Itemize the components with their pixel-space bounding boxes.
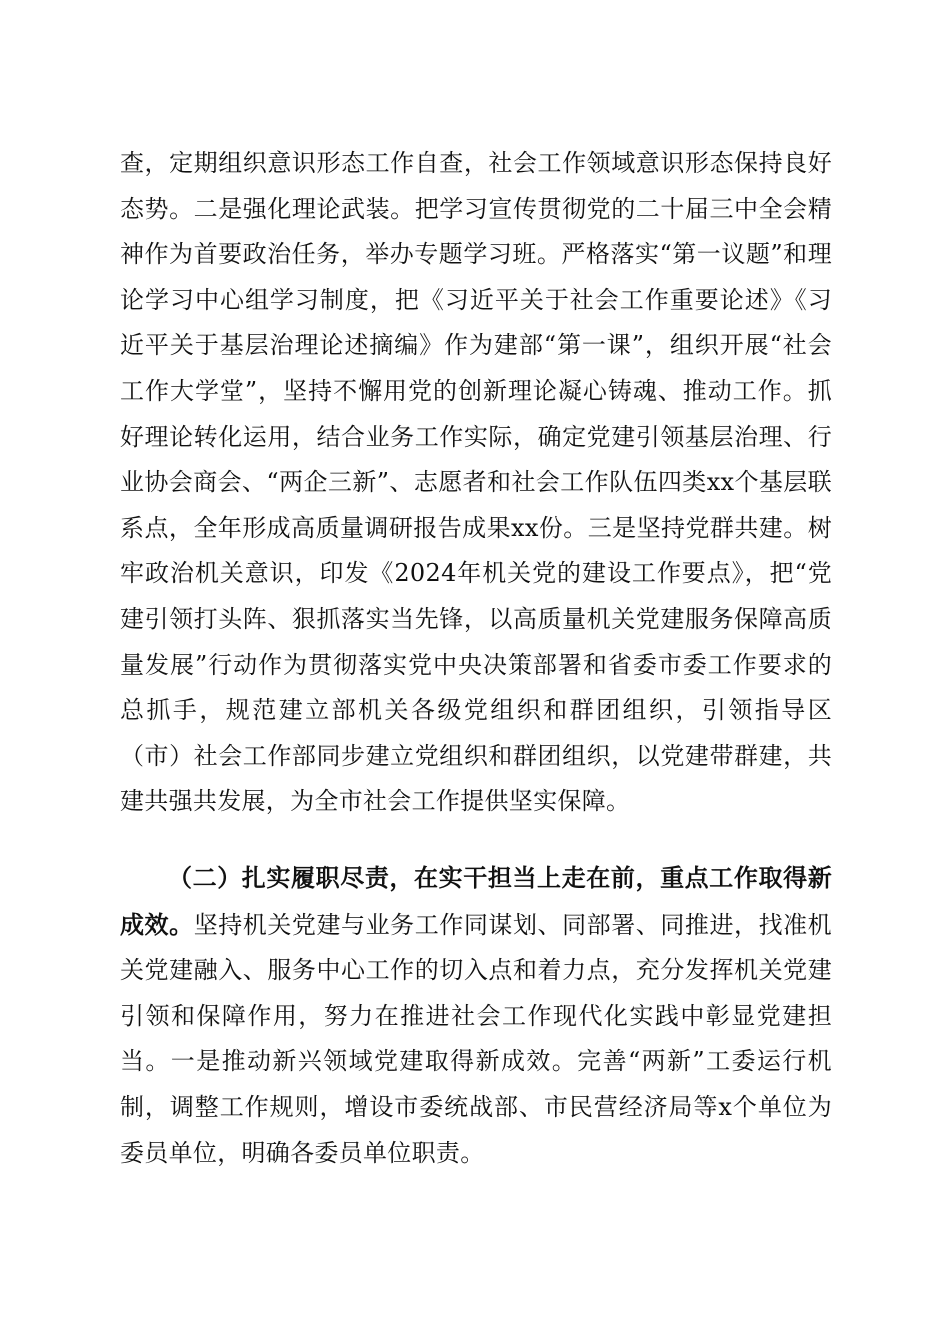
paragraph-1: 查，定期组织意识形态工作自查，社会工作领域意识形态保持良好态势。二是强化理论武装。把学习宣传贯彻党的二十届三中全会精神作为首要政治任务，举办专题学习班。严格落实“第一议题”和理论学习中心组学习制度，把《习近平关于社会工作重要论述》《习近平关于基层治理论述摘编》作为建部“第一课”，组织开展“社会工作大学堂”，坚持不懈用党的创新理论凝心铸魂、推动工作。抓好理论转化运用，结合业务工作实际，确定党建引领基层治理、行业协会商会、“两企三新”、志愿者和社会工作队伍四类xx个基层联系点，全年形成高质量调研报告成果xx份。三是坚持党群共建。树牢政治机关意识，印发《2024年机关党的建设工作要点》，把“党建引领打头阵、狠抓落实当先锋，以高质量机关党建服务保障高质量发展”行动作为贯彻落实党中央决策部署和省委市委工作要求的总抓手，规范建立部机关各级党组织和群团组织，引领指导区（市）社会工作部同步建立党组织和群团组织，以党建带群建，共建共强共发展，为全市社会工作提供坚实保障。 — [120, 149, 832, 816]
paragraph-2 — [120, 855, 832, 1176]
section-heading: （二）扎实履职尽责，在实干担当上走在前，重点工作取得新成效。 — [120, 863, 832, 939]
paragraph-2-body: 坚持机关党建与业务工作同谋划、同部署、同推进，找准机关党建融入、服务中心工作的切入点和着力点，充分发挥机关党建引领和保障作用，努力在推进社会工作现代化实践中彰显党建担当。一是推动新兴领域党建取得新成效。完善“两新”工委运行机制，调整工作规则，增设市委统战部、市民营经济局等x个单位为委员单位，明确各委员单位职责。 — [120, 910, 832, 1167]
